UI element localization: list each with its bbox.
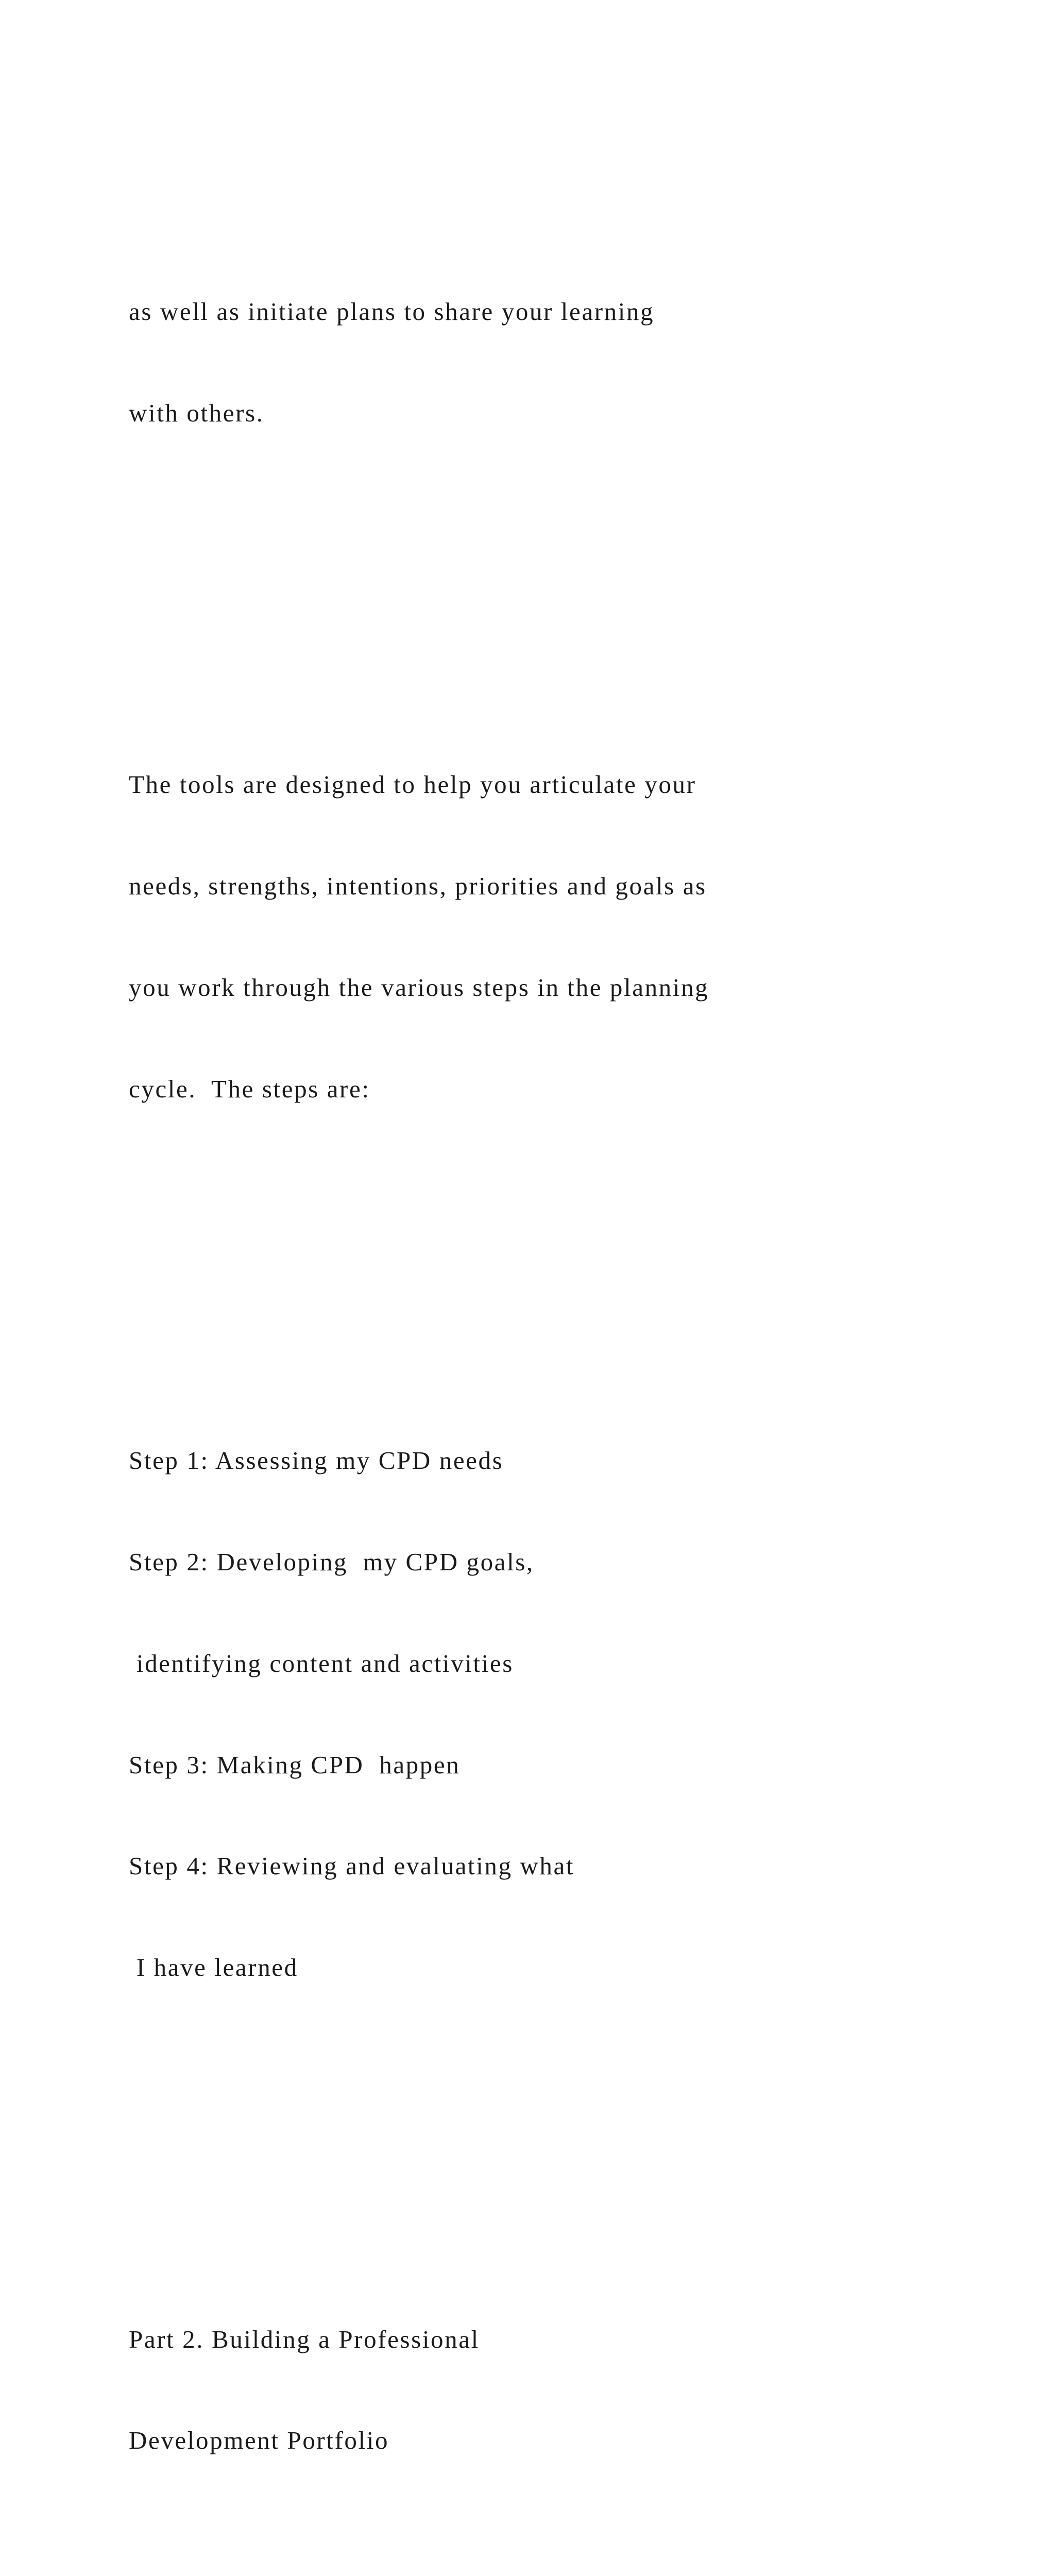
text-line: as well as initiate plans to share your learning (129, 297, 655, 326)
paragraph-spacer (129, 565, 1005, 599)
paragraph-tools-description (129, 700, 1005, 1173)
step-item: Step 3: Making CPD happen (129, 1750, 461, 1779)
text-line: The tools are designed to help you articulate your (129, 770, 696, 799)
text-line: cycle. The steps are: (129, 1074, 370, 1103)
paragraph-spacer (129, 1241, 1005, 1275)
text-line: needs, strengths, intentions, priorities and goals as (129, 872, 707, 901)
step-item: Step 4: Reviewing and evaluating what (129, 1852, 575, 1880)
steps-list (129, 1376, 1005, 2052)
document-body (129, 126, 1005, 2576)
step-item-continuation: I have learned (129, 1953, 298, 1982)
section-heading (129, 2255, 1005, 2525)
paragraph-spacer (129, 2120, 1005, 2154)
paragraph-intro-continuation (129, 227, 1005, 498)
step-item-continuation: identifying content and activities (129, 1649, 514, 1677)
heading-line: Part 2. Building a Professional (129, 2325, 480, 2353)
text-line: with others. (129, 398, 264, 427)
heading-line: Development Portfolio (129, 2426, 389, 2455)
step-item: Step 1: Assessing my CPD needs (129, 1446, 504, 1475)
step-item: Step 2: Developing my CPD goals, (129, 1547, 534, 1576)
text-line: you work through the various steps in the planning (129, 973, 709, 1002)
